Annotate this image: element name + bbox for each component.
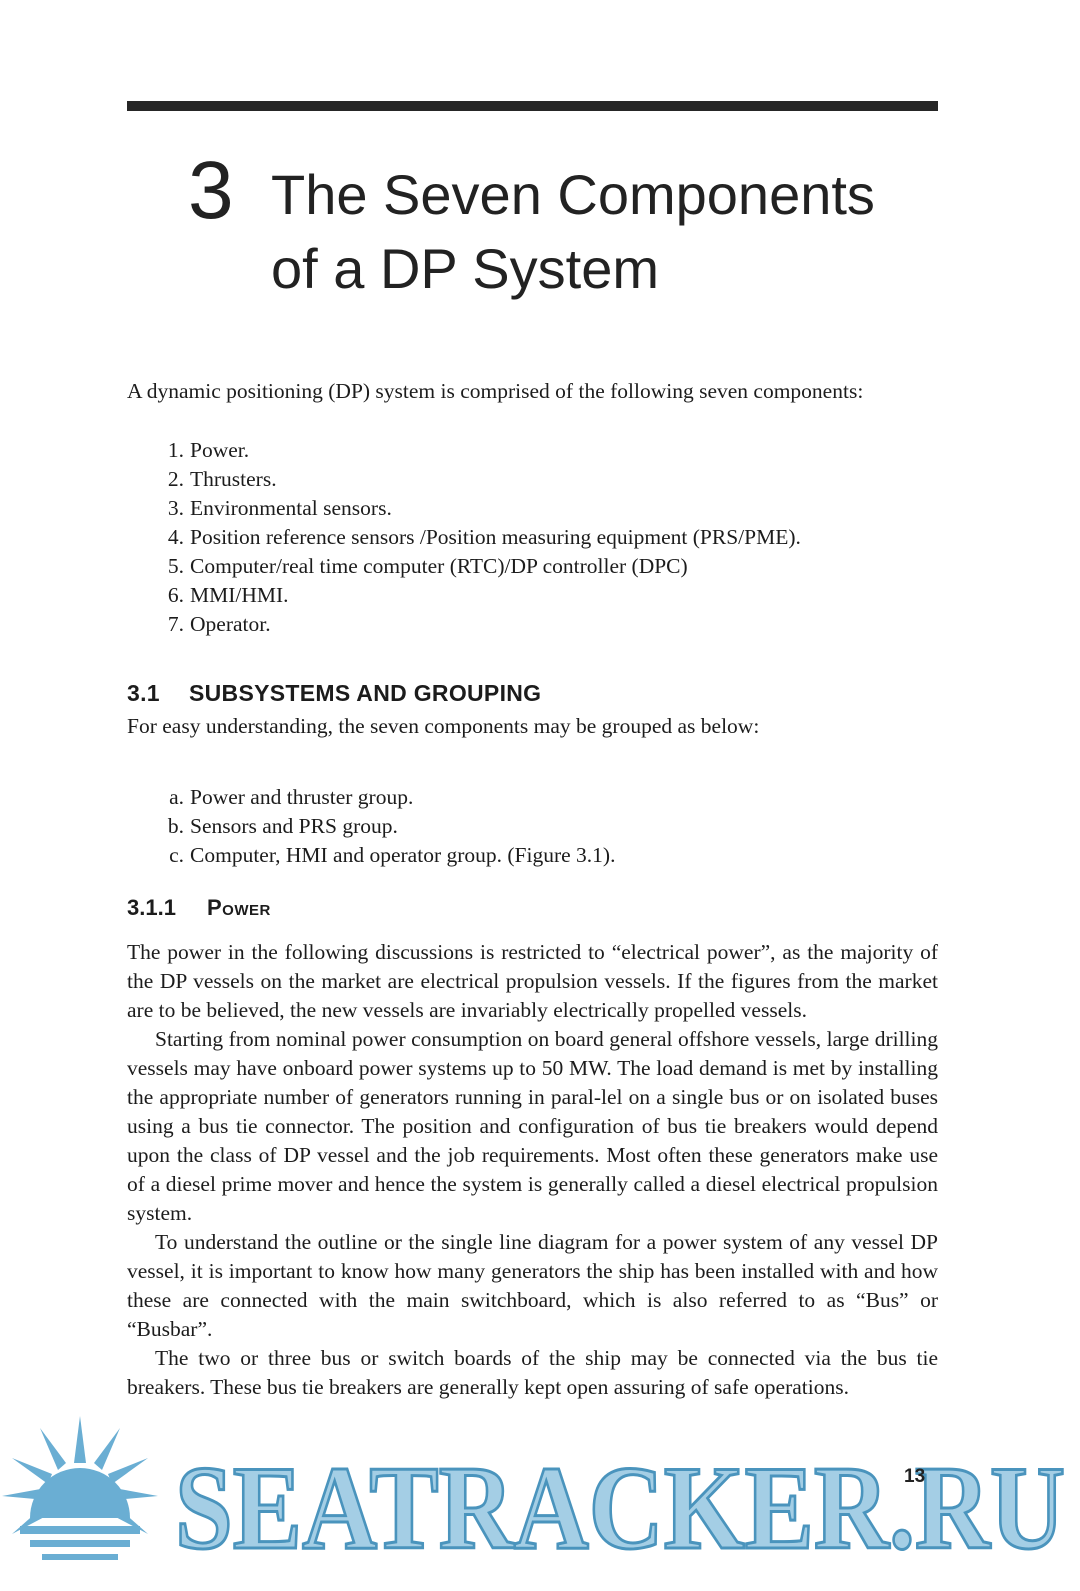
list-marker: b. — [167, 814, 184, 838]
list-marker: 5. — [167, 554, 184, 578]
list-item — [160, 465, 801, 494]
intro-paragraph: A dynamic positioning (DP) system is comprised of the following seven components: — [127, 379, 864, 403]
list-item-text: Sensors and PRS group. — [190, 814, 398, 838]
list-marker: c. — [169, 843, 184, 867]
paragraph: The two or three bus or switch boards of the ship may be connected via the bus tie breakers. These bus tie breakers are generally kept open assuring of safe operations. — [127, 1346, 938, 1399]
list-marker: 6. — [167, 583, 184, 607]
section-heading-3-1-1 — [127, 895, 271, 921]
chapter-top-rule — [127, 101, 938, 111]
list-item-text: Power and thruster group. — [190, 785, 414, 809]
chapter-title-line-2: of a DP System — [271, 237, 660, 300]
list-marker: a. — [169, 785, 184, 809]
section-title: SUBSYSTEMS AND GROUPING — [189, 680, 542, 706]
list-marker: 7. — [167, 612, 184, 636]
paragraph: The power in the following discussions is restricted to “electrical power”, as the majority of the DP vessels on the market are electrical propulsion vessels. If the figures from the market are to be believed, the new vessels are invariably electrically propelled vessels. — [127, 940, 938, 1022]
list-item — [160, 783, 615, 812]
groups-list — [160, 783, 615, 870]
watermark-text — [170, 1436, 1070, 1566]
list-marker: 4. — [167, 525, 184, 549]
page-number: 13 — [904, 1466, 926, 1487]
watermark-sun-icon — [0, 1408, 160, 1578]
components-list — [160, 436, 801, 639]
list-item — [160, 436, 801, 465]
list-item — [160, 581, 801, 610]
chapter-title-line-1: The Seven Components — [271, 163, 875, 226]
list-marker: 3. — [167, 496, 184, 520]
chapter-title — [271, 158, 875, 306]
section-number: 3.1 — [127, 680, 160, 706]
list-item-text: MMI/HMI. — [190, 583, 289, 607]
subsection-title: Power — [207, 895, 271, 920]
list-item — [160, 552, 801, 581]
list-item — [160, 812, 615, 841]
power-section-body — [127, 938, 938, 1402]
list-item — [160, 523, 801, 552]
list-marker: 1. — [167, 438, 184, 462]
paragraph: Starting from nominal power consumption on board general offshore vessels, large drilling vessels may have onboard power systems up to 50 MW. The load demand is met by installing the appropriate number of generators running in paral-lel on a single bus or on isolated buses using a bus tie connector. The position and configuration of bus tie breakers would depend upon the class of DP vessel and the job requirements. Most often these generators make use of a diesel prime mover and hence the system is generally called a diesel electrical propulsion system. — [127, 1027, 938, 1225]
section-heading-3-1 — [127, 680, 541, 707]
list-item — [160, 494, 801, 523]
subsection-number: 3.1.1 — [127, 895, 176, 920]
list-marker: 2. — [167, 467, 184, 491]
list-item-text: Environmental sensors. — [190, 496, 392, 520]
list-item-text: Position reference sensors /Position measuring equipment (PRS/PME). — [190, 525, 801, 549]
list-item-text: Power. — [190, 438, 250, 462]
list-item — [160, 841, 615, 870]
list-item-text: Computer, HMI and operator group. (Figure 3.1). — [190, 843, 616, 867]
chapter-number: 3 — [188, 145, 234, 236]
grouping-intro: For easy understanding, the seven components may be grouped as below: — [127, 714, 760, 738]
list-item-text: Thrusters. — [190, 467, 277, 491]
watermark-text-label: SEATRACKER.RU — [175, 1441, 1065, 1566]
paragraph: To understand the outline or the single line diagram for a power system of any vessel DP vessel, it is important to know how many generators the ship has been installed with and how these are connected with the main switchboard, which is also referred to as “Bus” or “Busbar”. — [127, 1230, 938, 1341]
list-item-text: Operator. — [190, 612, 271, 636]
list-item — [160, 610, 801, 639]
list-item-text: Computer/real time computer (RTC)/DP controller (DPC) — [190, 554, 688, 578]
